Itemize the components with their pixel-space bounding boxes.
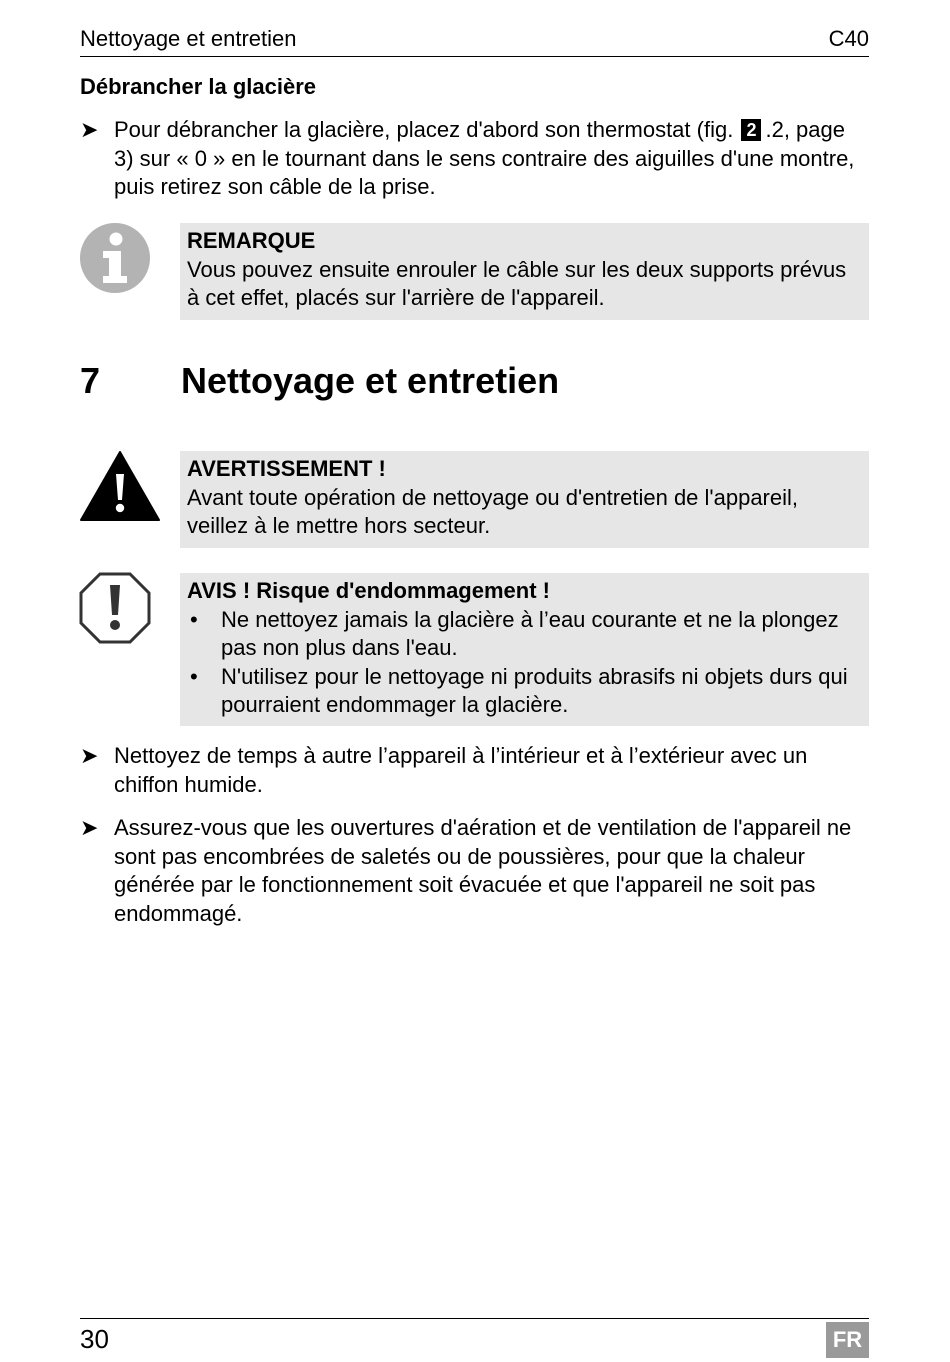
language-badge: FR [826, 1322, 869, 1358]
warning-box [180, 451, 869, 548]
figure-reference-badge: 2 [741, 119, 761, 141]
cleaning-step-text: Nettoyez de temps à autre l’appareil à l’intérieur et à l’extérieur avec un chiffon humide. [114, 743, 808, 797]
ventilation-step [80, 814, 869, 928]
step-arrow: ➤ [80, 117, 99, 142]
chapter-number: 7 [80, 360, 101, 401]
caution-box [180, 573, 869, 726]
warning-text: Avant toute opération de nettoyage ou d'entretien de l'appareil, veillez à le mettre hors secteur. [187, 484, 799, 538]
header-model: C40 [828, 26, 869, 51]
step-arrow: ➤ [80, 815, 99, 840]
cleaning-step [80, 742, 869, 799]
ventilation-step-text: Assurez-vous que les ouvertures d'aération et de ventilation de l'appareil ne sont pas encombrées de saletés ou de poussières, pour que la chaleur générée par le fonctionnement soit évacuée et que l'appareil ne soit pas endommagé. [114, 815, 852, 926]
caution-bullet [187, 606, 862, 663]
unplug-step [80, 116, 869, 202]
unplug-step-text: Pour débrancher la glacière, placez d'abord son thermostat (fig. 2 .2, page 3) sur « 0 » en le tournant dans le sens contraire des aiguilles d'une montre, puis retirez son câble de la prise. [114, 117, 855, 199]
caution-bullet [187, 663, 862, 720]
note-text: Vous pouvez ensuite enrouler le câble sur les deux supports prévus à cet effet, placés sur l'arrière de l'appareil. [187, 256, 847, 310]
warning-title: AVERTISSEMENT ! [187, 456, 386, 481]
caution-title: AVIS ! Risque d'endommagement ! [187, 578, 550, 603]
step-arrow: ➤ [80, 743, 99, 768]
caution-bullet-text: Ne nettoyez jamais la glacière à l’eau courante et ne la plongez pas non plus dans l'eau. [221, 606, 839, 660]
caution-octagon-icon [78, 571, 152, 650]
unplug-heading: Débrancher la glacière [80, 74, 317, 99]
info-icon [79, 222, 151, 299]
warning-triangle-icon [79, 450, 161, 527]
bullet-dot: • [190, 663, 198, 689]
header-section-title: Nettoyage et entretien [80, 26, 297, 51]
chapter-title: Nettoyage et entretien [181, 360, 560, 401]
footer-divider [80, 1318, 869, 1319]
page-header [80, 24, 869, 57]
page-number: 30 [80, 1324, 109, 1354]
note-title: REMARQUE [187, 228, 316, 253]
note-box [180, 223, 869, 320]
caution-bullet-text: N'utilisez pour le nettoyage ni produits abrasifs ni objets durs qui pourraient endommager la glacière. [221, 663, 848, 717]
bullet-dot: • [190, 606, 198, 632]
